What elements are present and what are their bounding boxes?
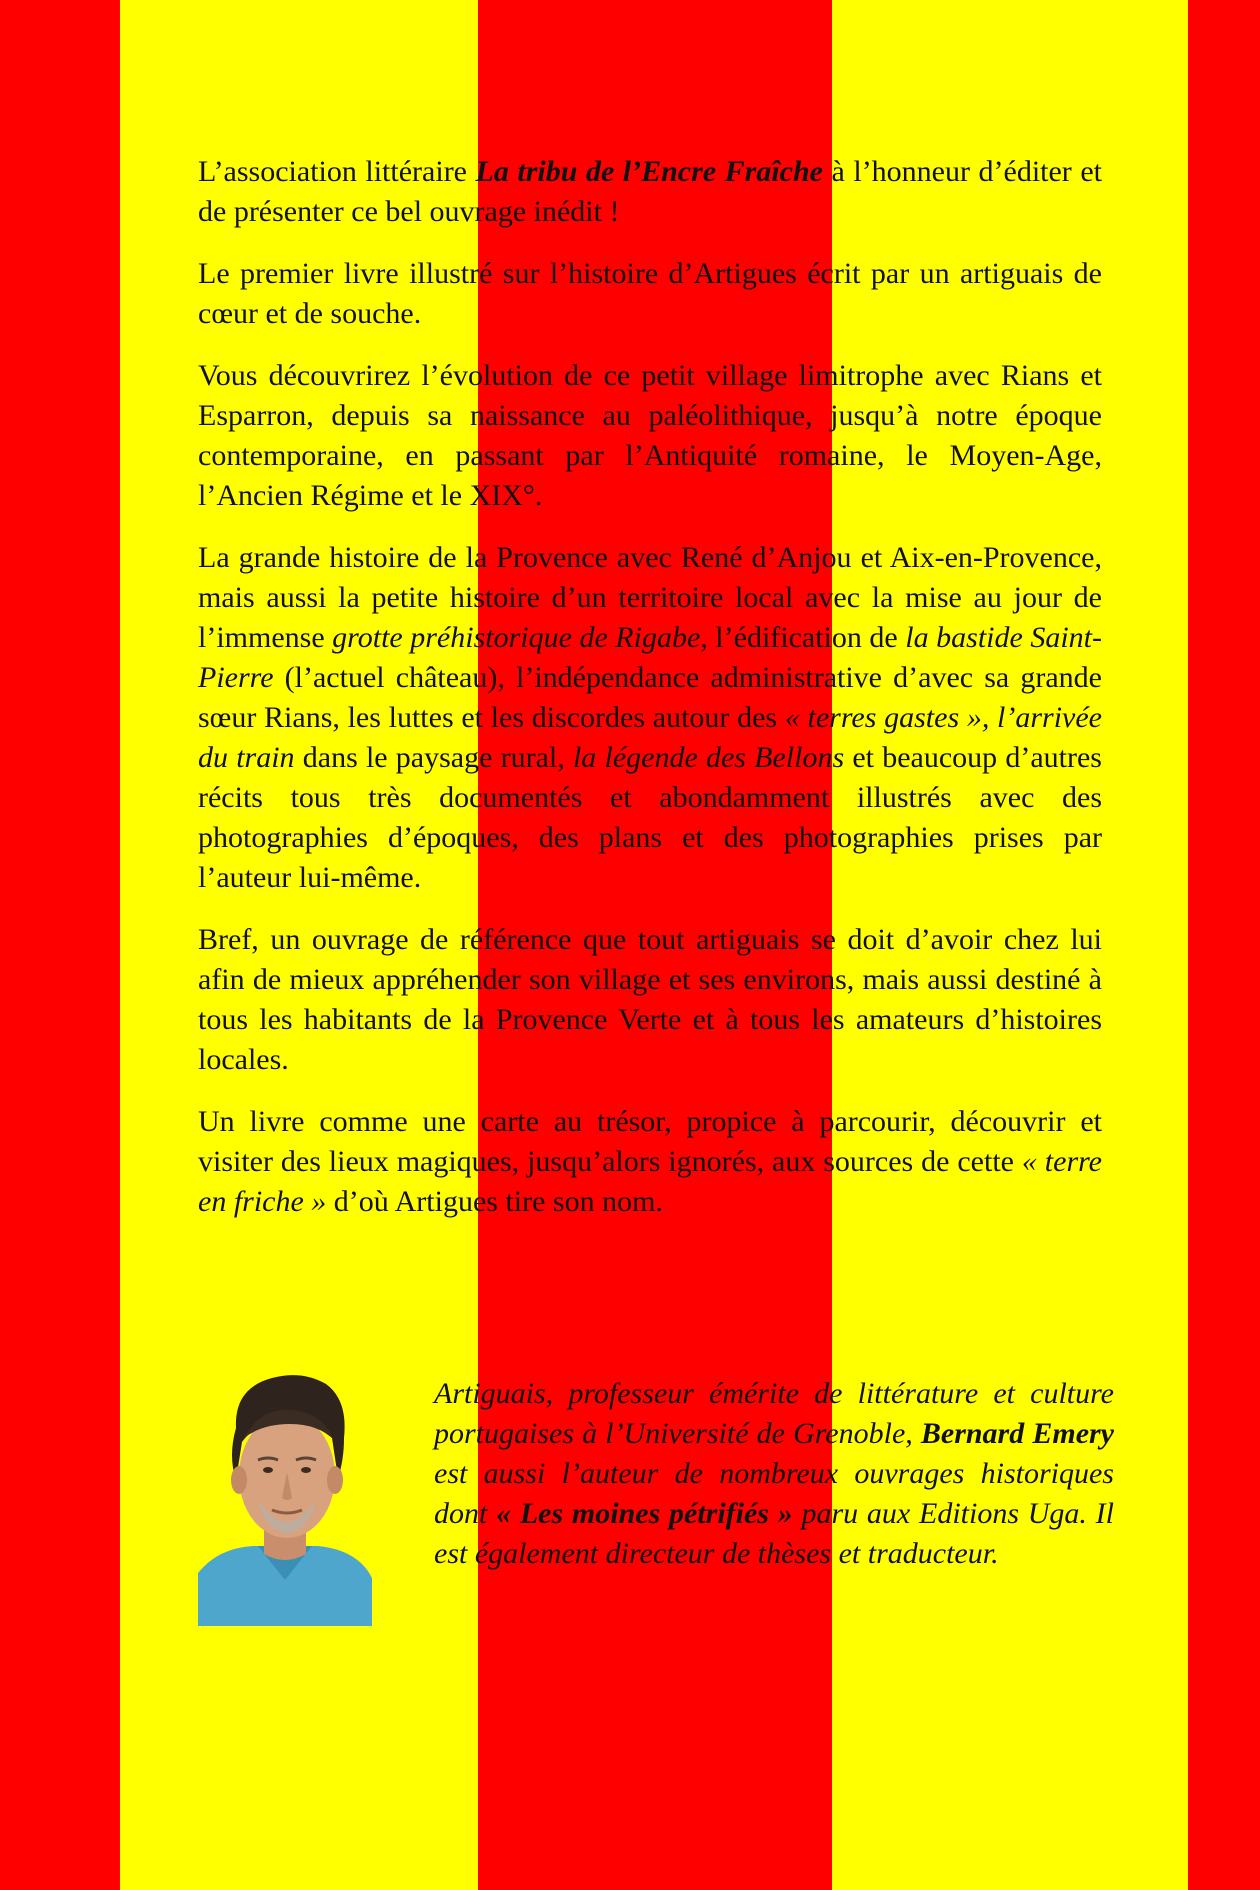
history-text-c: (l’actuel château), l’indépendance administrative d’avec sa grande sœur Rians, les luttes et les discordes autour des [198, 661, 1102, 734]
paragraph-first-book: Le premier livre illustré sur l’histoire d’Artigues écrit par un artiguais de cœur et de souche. [198, 257, 1102, 330]
paragraph-reference-work: Bref, un ouvrage de référence que tout artiguais se doit d’avoir chez lui afin de mieux appréhender son village et ses environs, mais aussi destiné à tous les habitants de la Provence Verte et à tous les amateurs d’histoires locales. [198, 923, 1102, 1076]
history-text-d: dans le paysage rural [294, 741, 558, 774]
book-title: « Les moines pétrifiés » [496, 1497, 793, 1530]
bellons-legend: , la légende des Bellons [557, 741, 845, 774]
intro-text-end: à l’honneur d’éditer et de présenter ce bel ouvrage inédit ! [198, 155, 1102, 228]
treasure-text-a: Un livre comme une carte au trésor, propice à parcourir, découvrir et visiter des lieux magiques, jusqu’alors ignorés, aux sources de cette [198, 1105, 1102, 1178]
red-stripe-right [1188, 0, 1260, 1890]
history-text-e: et beaucoup d’autres récits tous très documentés et abondamment illustrés avec des photographies d’époques, des plans et des photographies prises par l’auteur lui-même. [198, 741, 1102, 894]
back-cover-text [198, 152, 1102, 1244]
terre-en-friche: « terre en friche » [198, 1145, 1103, 1218]
terres-gastes-train: « terres gastes », l’arrivée du train [198, 701, 1102, 774]
red-stripe-left [0, 0, 120, 1890]
intro-text-start: L’association littéraire [198, 155, 476, 188]
paragraph-village-evolution: Vous découvrirez l’évolution de ce petit village limitrophe avec Rians et Esparron, depuis sa naissance au paléolithique, jusqu’à notre époque contemporaine, en passant par l’Antiquité romaine, le Moyen-Age, l’Ancien Régime et le XIX°. [198, 359, 1102, 512]
association-name: La tribu de l’Encre Fraîche [475, 155, 823, 188]
bio-text-c: paru aux Editions Uga. Il est également directeur de thèses et traducteur. [434, 1497, 1114, 1570]
author-photo [198, 1368, 372, 1626]
cave-name: grotte préhistorique de Rigabe [332, 621, 701, 654]
paragraph-treasure-map [198, 1102, 1102, 1222]
paragraph-history [198, 538, 1102, 898]
bastide-name: la bastide Saint-Pierre [198, 621, 1102, 694]
history-text-a: La grande histoire de la Provence avec René d’Anjou et Aix-en-Provence, mais aussi la petite histoire d’un territoire local avec la mise au jour de l’immense [198, 541, 1102, 654]
bio-text-b: est aussi l’auteur de nombreux ouvrages historiques dont [434, 1457, 1114, 1530]
treasure-text-b: d’où Artigues tire son nom. [326, 1185, 663, 1218]
author-name: Bernard Emery [920, 1417, 1114, 1450]
bio-text-a: Artiguais, professeur émérite de littérature et culture portugaises à l’Université de Grenoble, [434, 1377, 1114, 1450]
history-text-b: , l’édification de [700, 621, 906, 654]
author-bio [434, 1374, 1114, 1574]
paragraph-intro [198, 152, 1102, 232]
